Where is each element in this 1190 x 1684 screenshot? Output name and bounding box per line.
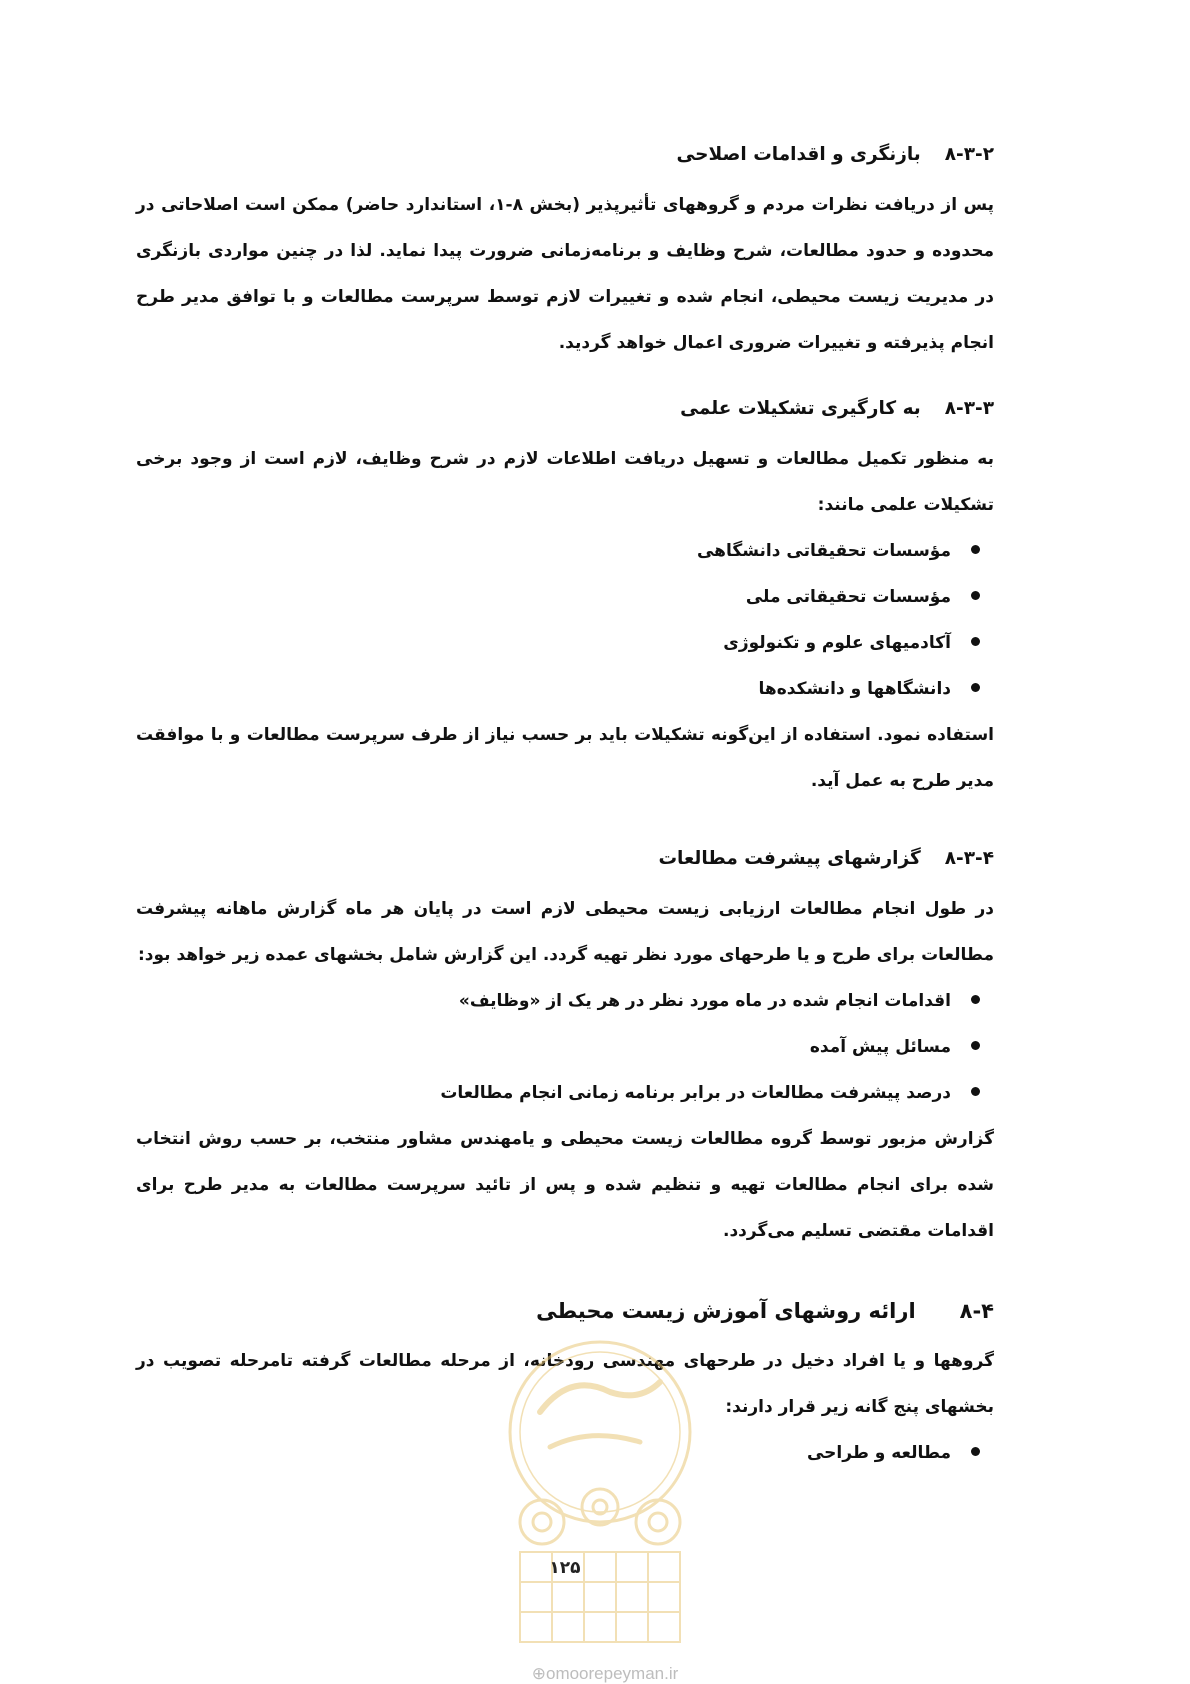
bullet-icon [971,545,980,554]
bullet-list [136,978,994,1116]
list-item: اقدامات انجام شده در ماه مورد نظر در هر یک از «وظایف» [136,978,980,1024]
section-paragraph [136,886,994,978]
bullet-icon [971,1041,980,1050]
bullet-icon [971,637,980,646]
section-paragraph [136,436,994,528]
section-paragraph [136,182,994,366]
list-item: مؤسسات تحقیقاتی دانشگاهی [136,528,980,574]
section-number: ۸-۳-۲ [944,144,994,165]
list-item: مسائل پیش آمده [136,1024,980,1070]
section-heading [136,140,994,170]
list-item: مؤسسات تحقیقاتی ملی [136,574,980,620]
list-item: آکادمیهای علوم و تکنولوژی [136,620,980,666]
bullet-icon [971,995,980,1004]
section-title: به کارگیری تشکیلات علمی [680,398,921,419]
bullet-icon [971,683,980,692]
paragraph-text: به منظور تکمیل مطالعات و تسهیل دریافت اطلاعات لازم در شرح وظایف، لازم است از وجود برخی تشکیلات علمی مانند: [136,449,994,515]
paragraph-text: پس از دریافت نظرات مردم و گروههای تأثیرپذیر (بخش ۸-۱، استاندارد حاضر) ممکن است اصلاحاتی در محدوده و حدود مطالعات، شرح وظایف و برنامه‌زمانی ضرورت پیدا نماید. لذا در چنین مواردی بازنگری در مدیریت زیست محیطی، انجام شده و تغییرات لازم توسط سرپرست مطالعات و با توافق مدیر طرح انجام پذیرفته و تغییرات ضروری اعمال خواهد گردید. [136,195,994,353]
section-heading [136,844,994,874]
section-number: ۸-۳-۳ [944,398,994,419]
paragraph-text: در طول انجام مطالعات ارزیابی زیست محیطی لازم است در پایان هر ماه گزارش ماهانه پیشرفت مطالعات برای طرح و یا طرحهای مورد نظر تهیه گردد. این گزارش شامل بخشهای عمده زیر خواهد بود: [136,899,994,965]
paragraph-text: استفاده نمود. استفاده از این‌گونه تشکیلات باید بر حسب نیاز از طرف سرپرست مطالعات و با موافقت مدیر طرح به عمل آید. [136,725,994,791]
bullet-icon [971,1087,980,1096]
globe-icon: ⊕ [531,1664,546,1683]
paragraph-text: گروهها و یا افراد دخیل در طرحهای مهندسی رودخانه، از مرحله مطالعات گرفته تامرحله تصویب در بخشهای پنج گانه زیر قرار دارند: [136,1351,994,1417]
section-paragraph [136,712,994,804]
bullet-list [136,528,994,712]
bullet-icon [971,1447,980,1456]
section-paragraph [136,1116,994,1254]
watermark-logo-icon [480,1332,720,1662]
section-heading [136,394,994,424]
section-heading [136,1296,994,1326]
list-item: دانشگاهها و دانشکده‌ها [136,666,980,712]
watermark-url: ⊕omoorepeyman.ir [531,1664,679,1683]
section-number: ۸-۳-۴ [944,848,994,869]
section-title: گزارشهای پیشرفت مطالعات [658,848,921,869]
section-number: ۸-۴ [959,1299,994,1323]
section-title: بازنگری و اقدامات اصلاحی [676,144,921,165]
document-content [136,140,994,1476]
page-number: ۱۲۵ [549,1558,581,1578]
paragraph-text: گزارش مزبور توسط گروه مطالعات زیست محیطی و یامهندس مشاور منتخب، بر حسب روش انتخاب شده برای انجام مطالعات تهیه و تنظیم شده و پس از تائید سرپرست مطالعات به مدیر طرح برای اقدامات مقتضی تسلیم می‌گردد. [136,1129,994,1241]
bullet-icon [971,591,980,600]
section-title: ارائه روشهای آموزش زیست محیطی [536,1299,916,1323]
list-item: درصد پیشرفت مطالعات در برابر برنامه زمانی انجام مطالعات [136,1070,980,1116]
list-item: مطالعه و طراحی [136,1430,980,1476]
